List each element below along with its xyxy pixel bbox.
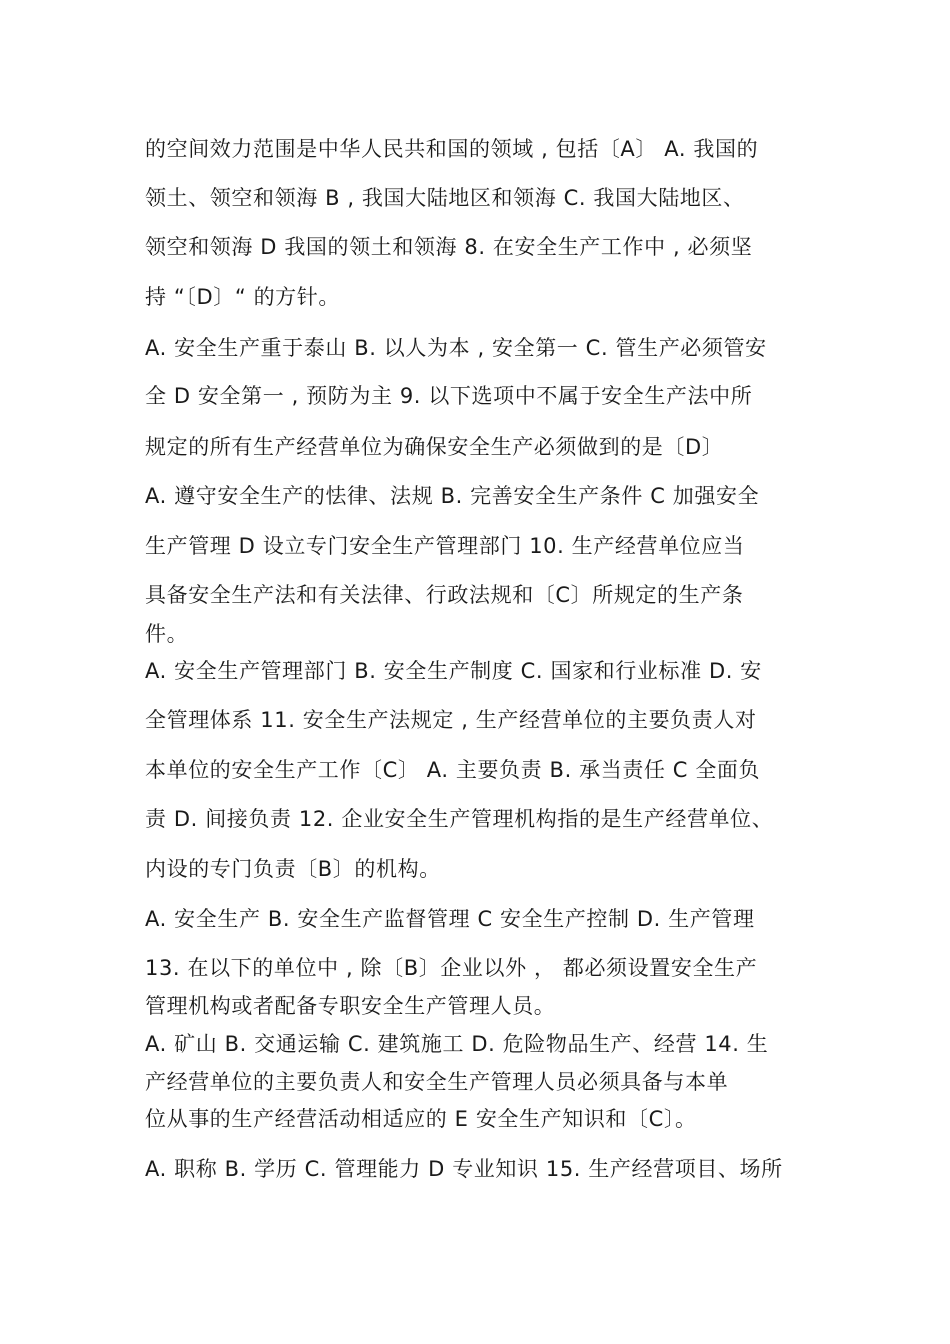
text-line-21: 产经营单位的主要负责人和安全生产管理人员必须具备与本单 [145,1070,729,1094]
text-line-2: 领土、领空和领海 B , 我国大陆地区和领海 C. 我国大陆地区、 [145,186,745,210]
text-line-7: 规定的所有生产经营单位为确保安全生产必须做到的是〔D〕 [145,435,724,459]
text-line-23: A. 职称 B. 学历 C. 管理能力 D 专业知识 15. 生产经营项目、场所 [145,1157,783,1181]
text-line-16: 内设的专门负责〔B〕的机构。 [145,857,441,881]
text-line-6: 全 D 安全第一 , 预防为主 9. 以下选项中不属于安全生产法中所 [145,384,753,408]
text-line-4: 持 “〔D〕“ 的方针。 [145,285,340,309]
text-line-1: 的空间效力范围是中华人民共和国的领域 , 包括〔A〕 A. 我国的 [145,137,759,161]
text-line-10: 具备安全生产法和有关法律、行政法规和〔C〕所规定的生产条 [145,583,744,607]
text-line-13: 全管理体系 11. 安全生产法规定 , 生产经营单位的主要负责人对 [145,708,757,732]
text-line-20: A. 矿山 B. 交通运输 C. 建筑施工 D. 危险物品生产、经营 14. 生 [145,1032,769,1056]
text-line-18: 13. 在以下的单位中 , 除〔B〕企业以外 ， 都必须设置安全生产 [145,956,758,980]
text-line-15: 责 D. 间接负责 12. 企业安全生产管理机构指的是生产经营单位、 [145,807,774,831]
text-line-12: A. 安全生产管理部门 B. 安全生产制度 C. 国家和行业标准 D. 安 [145,659,762,683]
text-line-19: 管理机构或者配备专职安全生产管理人员。 [145,994,556,1018]
text-line-5: A. 安全生产重于泰山 B. 以人为本 , 安全第一 C. 管生产必须管安 [145,336,767,360]
text-line-8: A. 遵守安全生产的怯律、法规 B. 完善安全生产条件 C 加强安全 [145,484,760,508]
text-line-11: 件。 [145,622,189,646]
text-line-22: 位从事的生产经营活动相适应的 E 安全生产知识和〔C〕。 [145,1107,697,1131]
text-line-9: 生产管理 D 设立专门安全生产管理部门 10. 生产经营单位应当 [145,534,745,558]
text-line-3: 领空和领海 D 我国的领土和领海 8. 在安全生产工作中 , 必须坚 [145,235,753,259]
text-line-17: A. 安全生产 B. 安全生产监督管理 C 安全生产控制 D. 生产管理 [145,907,755,931]
text-line-14: 本单位的安全生产工作〔C〕 A. 主要负责 B. 承当责任 C 全面负 [145,758,761,782]
